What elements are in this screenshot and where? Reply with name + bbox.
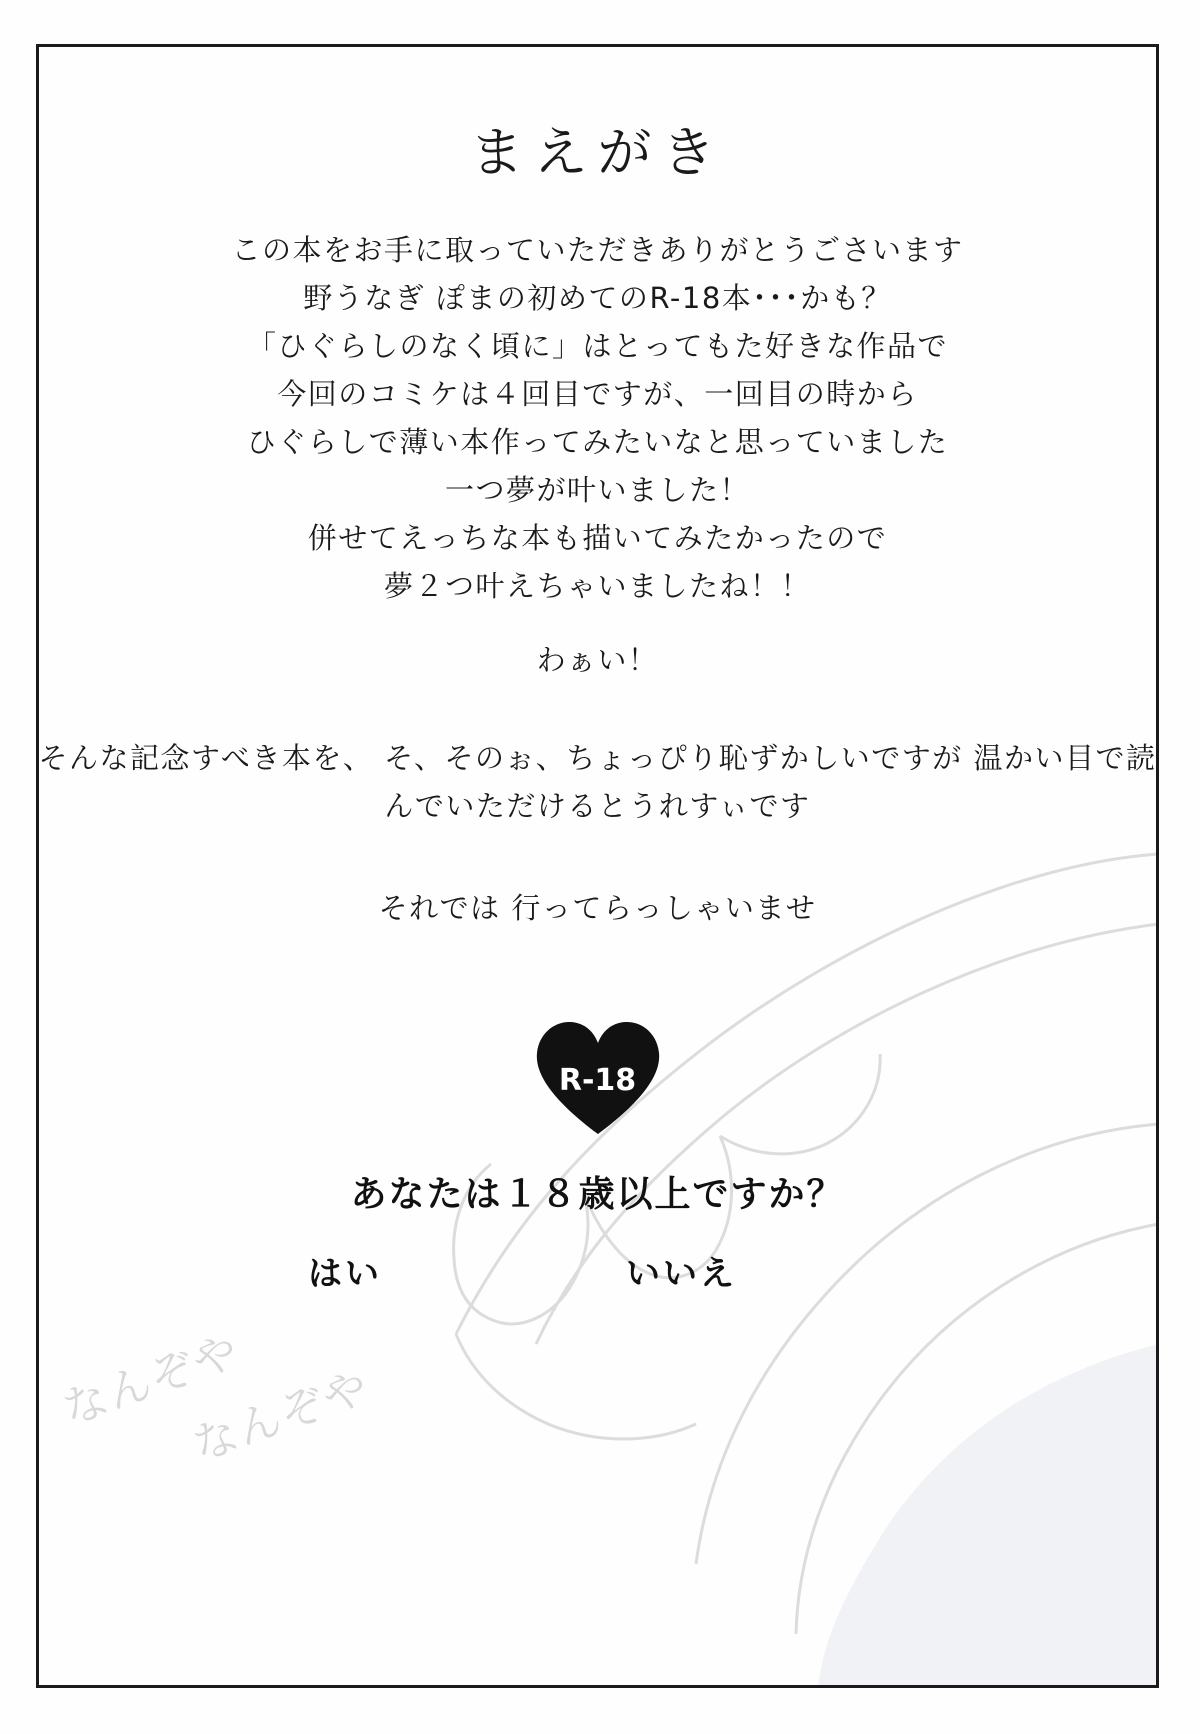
preface-line: この本をお手に取っていただきありがとうごさいます	[231, 233, 964, 267]
preface-paragraph-2	[36, 636, 1159, 684]
age-answer-no[interactable]: いいえ	[626, 1254, 737, 1294]
age-answer-yes[interactable]: はい	[308, 1254, 382, 1294]
preface-paragraph-1	[36, 226, 1159, 610]
page-title: まえがき	[469, 121, 726, 184]
preface-paragraph-3	[36, 734, 1159, 830]
preface-line: 行ってらっしゃいませ	[511, 891, 817, 925]
preface-line: 「ひぐらしのなく頃に」はとってもた好きな作品で	[247, 329, 948, 363]
preface-line: わぁい！	[536, 643, 659, 677]
preface-paragraph-4	[36, 884, 1159, 932]
preface-line: 今回のコミケは４回目ですが、一回目の時から	[277, 377, 918, 411]
preface-line: それでは	[378, 891, 501, 925]
r18-badge	[36, 1019, 1159, 1129]
preface-line: 夢２つ叶えちゃいましたね！！	[383, 569, 811, 603]
heart-icon	[533, 1019, 663, 1137]
background-scrawl-2: なんぞや	[186, 1360, 377, 1472]
preface-line: そ、そのぉ、ちょっぴり恥ずかしいですが	[384, 741, 963, 775]
age-verification-question: あなたは１８歳以上ですか？	[350, 1174, 845, 1215]
preface-line: 野うなぎ ぽまの初めてのR-18本･･･かも？	[303, 281, 892, 315]
background-scrawl-1: なんぞや	[56, 1324, 247, 1436]
page-content	[36, 44, 1159, 1688]
preface-line: ひぐらしで薄い本作ってみたいなと思っていました	[246, 425, 949, 459]
preface-line: 一つ夢が叶いました！	[444, 473, 750, 507]
preface-line: 温かい目で読んでいただけるとうれすぃです	[384, 741, 1157, 823]
age-verification-answers	[36, 1246, 1159, 1306]
preface-line: 併せてえっちな本も描いてみたかったので	[307, 521, 888, 555]
preface-line: そんな記念すべき本を、	[38, 741, 374, 775]
r18-label: R-18	[558, 1062, 637, 1098]
